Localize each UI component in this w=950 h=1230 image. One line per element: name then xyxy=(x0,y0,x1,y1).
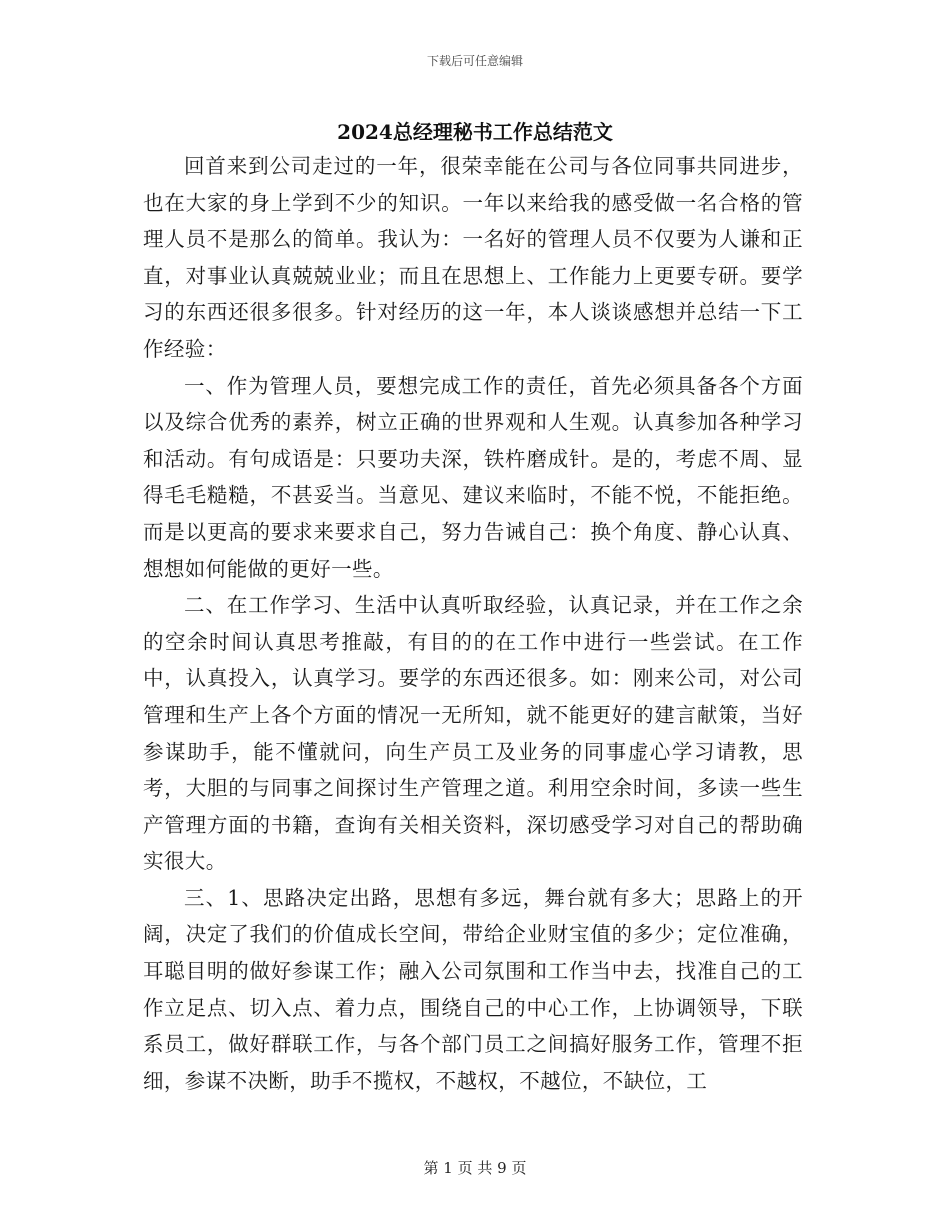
paragraph-section-3: 三、1、思路决定出路，思想有多远，舞台就有多大；思路上的开阔，决定了我们的价值成长空间，带给企业财宝值的多少；定位准确，耳聪目明的做好参谋工作；融入公司氛围和工作当中去，找准自己的工作立足点、切入点、着力点，围绕自己的中心工作，上协调领导，下联系员工，做好群联工作，与各个部门员工之间搞好服务工作，管理不拒细，参谋不决断，助手不揽权，不越权，不越位，不缺位，工 xyxy=(143,885,803,1093)
document-body xyxy=(143,148,803,1099)
document-title: 2024总经理秘书工作总结范文 xyxy=(337,120,613,144)
paragraph-section-1: 一、作为管理人员，要想完成工作的责任，首先必须具备各个方面以及综合优秀的素养，树立正确的世界观和人生观。认真参加各种学习和活动。有句成语是：只要功夫深，铁杵磨成针。是的，考虑不周、显得毛毛糙糙，不甚妥当。当意见、建议来临时，不能不悦，不能拒绝。而是以更高的要求来要求自己，努力告诫自己：换个角度、静心认真、想想如何能做的更好一些。 xyxy=(143,373,803,581)
paragraph-intro: 回首来到公司走过的一年，很荣幸能在公司与各位同事共同进步，也在大家的身上学到不少的知识。一年以来给我的感受做一名合格的管理人员不是那么的简单。我认为：一名好的管理人员不仅要为人谦和正直，对事业认真兢兢业业；而且在思想上、工作能力上更要专研。要学习的东西还很多很多。针对经历的这一年，本人谈谈感想并总结一下工作经验： xyxy=(143,154,803,361)
header-note: 下载后可任意编辑 xyxy=(426,54,523,68)
paragraph-section-2: 二、在工作学习、生活中认真听取经验，认真记录，并在工作之余的空余时间认真思考推敲，有目的的在工作中进行一些尝试。在工作中，认真投入，认真学习。要学的东西还很多。如：刚来公司，对公司管理和生产上各个方面的情况一无所知，就不能更好的建言献策，当好参谋助手，能不懂就问，向生产员工及业务的同事虚心学习请教，思考，大胆的与同事之间探讨生产管理之道。利用空余时间，多读一些生产管理方面的书籍，查询有关相关资料，深切感受学习对自己的帮助确实很大。 xyxy=(143,593,803,874)
page-indicator: 第 1 页 共 9 页 xyxy=(423,1159,527,1177)
